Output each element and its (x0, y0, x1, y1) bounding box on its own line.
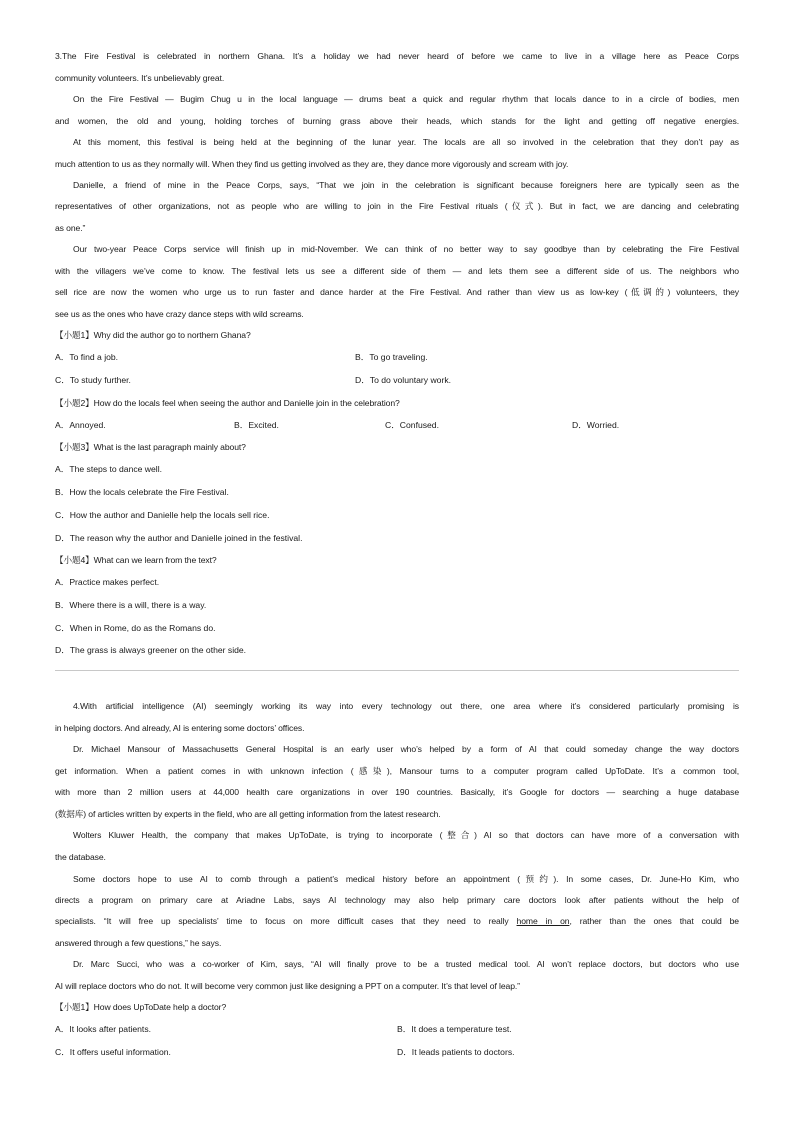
answer-option: B．It does a temperature test. (397, 1024, 512, 1034)
question-stem: 【小题2】How do the locals feel when seeing the author and Danielle join in the celebration? (55, 398, 400, 408)
passage4-line-3: Dr. Michael Mansour of Massachusetts General Hospital is an early user who’s helped by a form of AI that could someday change the way doctors (73, 744, 739, 754)
passage3-line-13: see us as the ones who have crazy dance steps with wild screams. (55, 309, 304, 319)
answer-option: D．The reason why the author and Danielle joined in the festival. (55, 533, 303, 543)
answer-option: D．The grass is always greener on the other side. (55, 645, 247, 655)
answer-option: B．To go traveling. (355, 352, 428, 362)
passage3-line-1: 3.The Fire Festival is celebrated in northern Ghana. It’s a holiday we had never heard of before we came to live in a village here as Peace Corps (55, 51, 739, 61)
specialists-text: specialists. “It will free up specialists’ time to focus on more difficult cases that they need to really (55, 916, 517, 926)
passage3-line-4: and women, the old and young, holding torches of burning grass above their heads, which stands for the light and getting off negative energies. (55, 116, 739, 126)
answer-option: B．Where there is a will, there is a way. (55, 600, 207, 610)
passage3-line-9: as one.” (55, 223, 86, 233)
answer-option: D．Worried. (572, 420, 620, 430)
answer-option: B．How the locals celebrate the Fire Festival. (55, 487, 229, 497)
passage3-line-10: Our two-year Peace Corps service will finish up in mid-November. We can think of no better way to say goodbye than by celebrating the Fire Festival (73, 244, 739, 254)
passage4-line-2: in helping doctors. And already, AI is entering some doctors’ offices. (55, 723, 305, 733)
specialists-text-end: , rather than the ones that could be (569, 916, 739, 926)
passage3-line-7: Danielle, a friend of mine in the Peace Corps, says, “That we join in the celebration is significant because foreigners here are typically seen as the (73, 180, 739, 190)
passage4-line-11 (55, 915, 739, 927)
passage4-line-4: get information. When a patient comes in with unknown infection (感染), Mansour turns to a computer program called UpToDate. It’s a common tool, (55, 766, 739, 776)
answer-option: B．Excited. (234, 420, 279, 430)
answer-option: D．To do voluntary work. (355, 375, 451, 385)
question-stem: 【小题4】What can we learn from the text? (55, 555, 217, 565)
underlined-phrase: home in on (516, 916, 570, 926)
question-stem: 【小题1】How does UpToDate help a doctor? (55, 1002, 227, 1012)
passage4-line-12: answered through a few questions,” he says. (55, 938, 222, 948)
answer-option: C．How the author and Danielle help the locals sell rice. (55, 510, 270, 520)
passage3-line-5: At this moment, this festival is being held at the beginning of the lunar year. The locals are all so involved in the celebration that they don’t pay as (73, 137, 739, 147)
answer-option: A．Annoyed. (55, 420, 106, 430)
passage4-line-13: Dr. Marc Succi, who was a co-worker of Kim, says, “AI will finally prove to be a trusted medical tool. AI won’t replace doctors, but doctors who use (73, 959, 739, 969)
passage4-line-10: directs a program on primary care at Ariadne Labs, says AI technology may also help primary care doctors look after patients without the help of (55, 895, 739, 905)
passage3-line-11: with the villagers we’ve come to know. The festival lets us see a different side of them — and lets them see a different side of us. The neighbors who (55, 266, 739, 276)
answer-option: A．Practice makes perfect. (55, 577, 160, 587)
passage4-line-9: Some doctors hope to use AI to comb through a patient’s medical history before an appointment (预约). In some cases, Dr. June-Ho Kim, who (73, 874, 739, 884)
passage4-line-5: with more than 2 million users at 44,000 health care organizations in over 190 countries. Basically, it’s Google for doctors — searching a huge database (55, 787, 739, 797)
passage3-line-3: On the Fire Festival — Bugim Chug u in the local language — drums beat a quick and regular rhythm that locals dance to in a circle of bodies, men (73, 94, 739, 104)
answer-option: D．It leads patients to doctors. (397, 1047, 515, 1057)
passage4-line-8: the database. (55, 852, 106, 862)
passage4-line-6: (数据库) of articles written by experts in the field, who are all getting information from the latest research. (55, 809, 441, 819)
answer-option: C．It offers useful information. (55, 1047, 171, 1057)
question-stem: 【小题1】Why did the author go to northern Ghana? (55, 330, 251, 340)
answer-option: C．When in Rome, do as the Romans do. (55, 623, 216, 633)
passage4-line-14: AI will replace doctors who do not. It will become very common just like designing a PPT on a computer. It’s that level of leap.” (55, 981, 520, 991)
passage3-line-8: representatives of other organizations, not as people who are willing to join in the Fire Festival rituals (仪式). But in fact, we are dancing and celebrating (55, 201, 739, 211)
passage3-line-2: community volunteers. It’s unbelievably great. (55, 73, 225, 83)
answer-option: A．The steps to dance well. (55, 464, 162, 474)
passage3-line-12: sell rice are now the women who urge us to run faster and dance harder at the Fire Festival. And rather than view us as low-key (低调的) volunteers, they (55, 287, 739, 297)
answer-option: A．It looks after patients. (55, 1024, 152, 1034)
passage4-line-1: 4.With artificial intelligence (AI) seemingly working its way into every technology out there, one area where it’s considered particularly promising is (73, 701, 739, 711)
passage3-line-6: much attention to us as they normally will. When they find us getting involved as they are, they dance more vigorously and scream with joy. (55, 159, 569, 169)
passage4-line-7: Wolters Kluwer Health, the company that makes UpToDate, is trying to incorporate (整合) AI so that doctors can have more of a conversation with (73, 830, 739, 840)
answer-option: C．To study further. (55, 375, 131, 385)
section-divider (55, 670, 739, 671)
answer-option: A．To find a job. (55, 352, 119, 362)
question-stem: 【小题3】What is the last paragraph mainly about? (55, 442, 246, 452)
answer-option: C．Confused. (385, 420, 439, 430)
